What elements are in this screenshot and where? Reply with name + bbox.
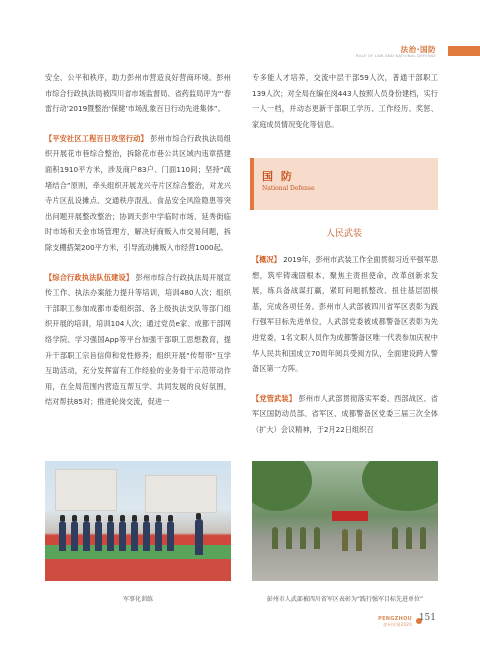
person (314, 527, 320, 549)
footer-brand: PENGZHOU (378, 616, 412, 622)
person (392, 527, 398, 549)
photo-caption: 军事化训练 (122, 596, 153, 603)
person (342, 529, 348, 551)
paragraph-body: 彭州市综合行政执法局组织开展花市巷综合整治，拆除花市巷公共区域内违章搭建面积1910平方米，涉及商户83户、门面110间；坚持“疏堵结合”原则，牵头组织开展龙兴寺片区综合整治，对龙兴寺片区乱设摊点、交通秩序混乱、食品安全风险隐患等突出问题开展整改整治；协调天彭中学临时市场、延秀街临时市场和天金市场管理方，解决好商贩入市交易问题，拆除支棚搭架200平方米，引导流动摊贩入市经营1000起。 (45, 133, 231, 252)
section-title: 国 防 (262, 170, 294, 183)
soldier (95, 521, 102, 551)
paragraph-tag: 【平安社区工程百日攻坚行动】 (45, 133, 148, 143)
paragraph-tag: 【党管武装】 (252, 393, 297, 403)
footer-label (378, 616, 412, 628)
ceremony-photo (252, 461, 438, 581)
person (356, 529, 362, 551)
soldier (83, 521, 90, 551)
soldier (143, 521, 150, 551)
tree (362, 461, 438, 511)
paragraph-body: 彭州市综合行政执法局开展宣传工作、执法办案能力提升等培训，培训480人次；组织干部职工参加成都市委组织部、各上级执法支队等部门组织开展的培训，培训104人次；通过党员e家、成都干部网络学院、学习强国App等平台加强干部职工思想教育，提升干部职工宗旨信仰和党性修养；组织开展“传帮带”互学互助活动，充分发挥富有工作经验的业务骨干示范带动作用，在全局范围内营造互帮互学、共同发展的良好氛围，结对帮扶85对；推进轮岗交流，促进一 (45, 272, 231, 407)
soldier (131, 521, 138, 551)
section-title-en: National Defense (262, 185, 315, 192)
paragraph: 安全、公平和秩序，助力彭州市营造良好营商环境。彭州市综合行政执法局被四川省市场监督局、省药监局评为“‘春雷行动’2019暨整治‘保健’市场乱象百日行动先进集体”。 (45, 73, 231, 114)
person (406, 527, 412, 549)
person (300, 527, 306, 549)
paragraph-tag: 【概况】 (252, 255, 281, 264)
page-number: 151 (418, 613, 436, 623)
right-column-bottom (252, 252, 438, 438)
paragraph (45, 270, 231, 410)
person (420, 527, 426, 549)
person (286, 527, 292, 549)
paragraph-tag: 【综合行政执法队伍建设】 (45, 272, 134, 282)
building (55, 469, 117, 511)
instructor (195, 519, 203, 555)
left-column (45, 70, 231, 410)
header-accent-bar (448, 46, 480, 56)
soldier (167, 521, 174, 551)
footer-yearbook: 彭州年鉴2020 (383, 622, 412, 627)
section-accent-bar (250, 158, 254, 210)
running-track (45, 559, 231, 581)
section-heading-box (250, 158, 438, 210)
paragraph (252, 252, 438, 377)
soldier (119, 521, 126, 551)
paragraph (45, 131, 231, 256)
paragraph-body: 2019年，彭州市武装工作全面贯彻习近平强军思想，筑牢铸魂固根本、聚焦主责担使命，改革创新求发展，练兵备战谋打赢，紧盯问题抓整改、扭住基层固根基，完成各项任务。彭州市人武部被四川省军区表彰为践行强军目标先进单位，人武部党委被成都警备区表彰为先进党委，1名文职人员作为成都警备区唯一代表参加庆祝中华人民共和国成立70周年阅兵受阅方队，全面建设跨入警备区第一方阵。 (252, 255, 438, 374)
photo-caption: 彭州市人武部被四川省军区表彰为“践行强军目标先进单位” (266, 596, 424, 603)
training-photo (45, 461, 231, 581)
soldier (71, 521, 78, 551)
tree (252, 461, 312, 511)
paragraph: 专多能人才培养，交流中层干部59人次，普通干部职工139人次；对全局在编在岗443人按照人员身份建档，实行一人一档，并动态更新干部职工学历、工作经历、奖惩、家庭成员情况变化等信息。 (252, 73, 438, 129)
person (272, 527, 278, 549)
paragraph (252, 391, 438, 438)
paragraph-body: 彭州市人武部贯彻落实军委、西部战区、省军区国防动员部、省军区、成都警备区党委三届三次全体（扩大）会议精神，于2月22日组织召 (252, 393, 438, 434)
building (145, 475, 217, 513)
soldier (59, 521, 66, 551)
section-header-title: 法治·国防 (400, 45, 436, 54)
red-banner (332, 511, 368, 521)
right-column-top (252, 70, 438, 132)
sub-heading: 人民武装 (325, 229, 362, 239)
soldier (155, 521, 162, 551)
section-header-subtitle: RULE OF LAW AND NATIONAL DEFENSE (355, 54, 436, 58)
soldier (107, 521, 114, 551)
